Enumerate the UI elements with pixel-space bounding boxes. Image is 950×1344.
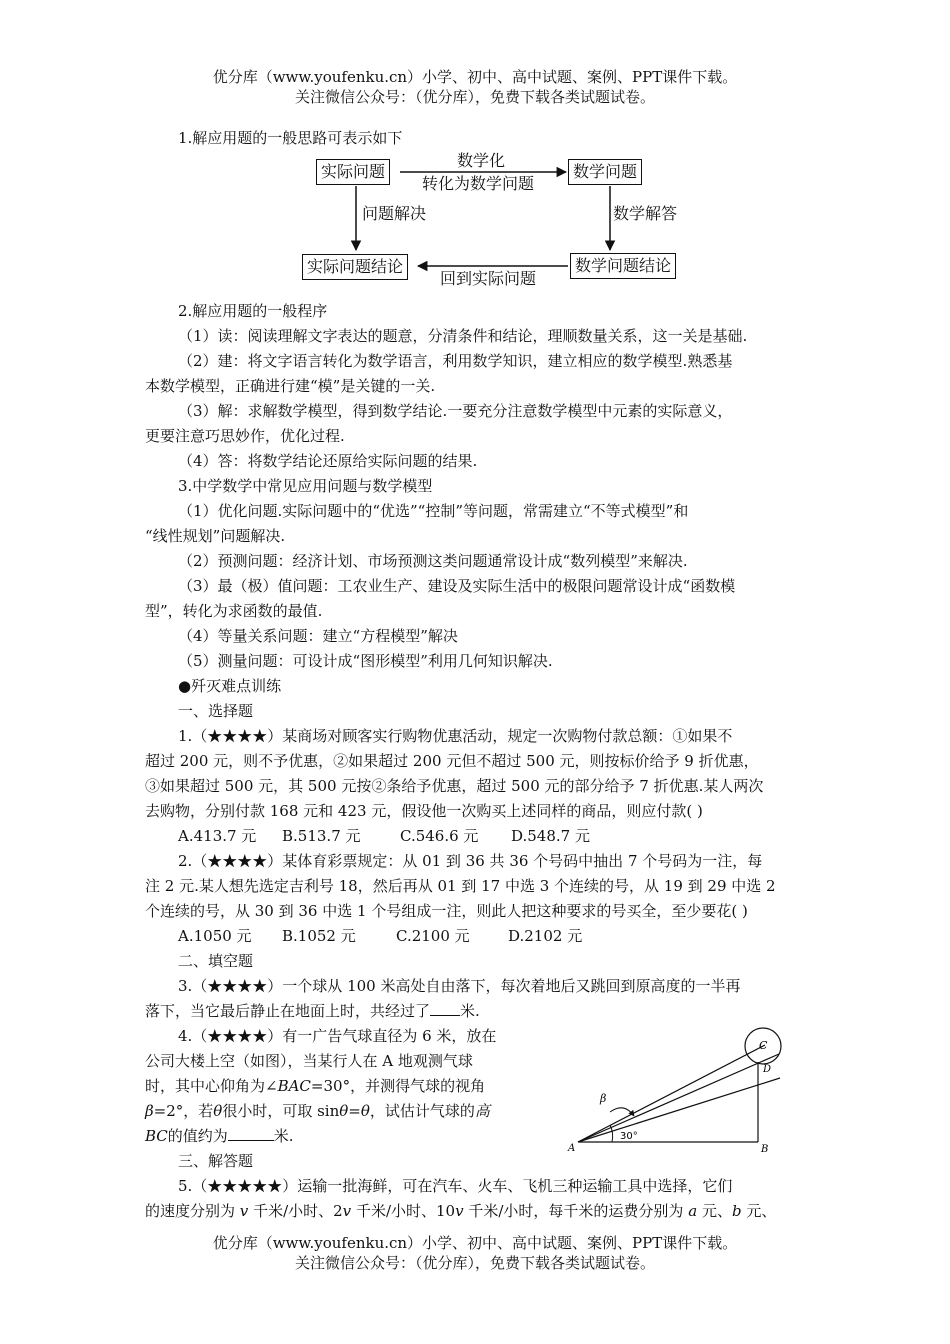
q3-text: 落下，当它最后静止在地面上时，共经过了 bbox=[145, 1002, 431, 1020]
label-angle: 30° bbox=[620, 1131, 638, 1142]
q4-line5 bbox=[145, 1125, 294, 1147]
q3-unit: 米. bbox=[460, 1002, 480, 1020]
q1-options bbox=[178, 825, 590, 847]
q2-option-b[interactable]: B.1052 元 bbox=[282, 927, 356, 945]
q4-theta-3: θ bbox=[360, 1102, 370, 1120]
q5-text-c: 千米/小时、2 bbox=[253, 1202, 343, 1220]
q1-line1: 1.（★★★★）某商场对顾客实行购物优惠活动，规定一次购物付款总额：①如果不 bbox=[178, 727, 733, 745]
q4-line3-text-a: 时，其中心仰角为∠ bbox=[145, 1077, 278, 1095]
step-build-line1: （2）建：将文字语言转化为数学语言，利用数学知识，建立相应的数学模型.熟悉基 bbox=[178, 352, 733, 370]
q4-line4 bbox=[145, 1100, 490, 1122]
label-d: D bbox=[763, 1064, 772, 1075]
flow-label-transform: 转化为数学问题 bbox=[422, 174, 535, 193]
q2-line1: 2.（★★★★）某体育彩票规定：从 01 到 36 共 36 个号码中抽出 7 个号码为一注，每 bbox=[178, 852, 763, 870]
model-extreme-line2: 型”，转化为求函数的最值. bbox=[145, 602, 323, 620]
q2-line3: 个连续的号，从 30 到 36 中选 1 个号组成一注，则此人把这种要求的号买全，至少要花( ) bbox=[145, 902, 748, 920]
flow-label-solve-problem: 问题解决 bbox=[362, 204, 427, 223]
q2-line2: 注 2 元.某人想先选定吉利号 18，然后再从 01 到 17 中选 3 个连续的号，从 19 到 29 中选 2 bbox=[145, 877, 776, 895]
q4-text-h: ，试估计气球的 bbox=[369, 1102, 475, 1120]
label-c: C bbox=[759, 1039, 768, 1052]
q4-bc-label: BC bbox=[145, 1127, 168, 1145]
q2-option-a[interactable]: A.1050 元 bbox=[178, 927, 252, 945]
step-build-line2: 本数学模型，正确进行建“模”是关键的一关. bbox=[145, 377, 436, 395]
q4-beta: β bbox=[145, 1102, 154, 1120]
q4-line2: 公司大楼上空（如图），当某行人在 A 地观测气球 bbox=[145, 1052, 473, 1070]
label-beta: β bbox=[600, 1092, 607, 1105]
q4-equals: = bbox=[348, 1102, 361, 1120]
q4-line1: 4.（★★★★）有一广告气球直径为 6 米，放在 bbox=[178, 1027, 497, 1045]
q4-unit: 米. bbox=[273, 1127, 294, 1145]
flow-label-mathematize: 数学化 bbox=[457, 151, 506, 170]
flow-label-math-answer: 数学解答 bbox=[613, 204, 678, 223]
q3-line1: 3.（★★★★）一个球从 100 米高处自由落下，每次着地后又跳回到原高度的一半再 bbox=[178, 977, 741, 995]
step-read: （1）读：阅读理解文字表达的题意，分清条件和结论，理顺数量关系，这一关是基础. bbox=[178, 327, 748, 345]
q1-line3: ③如果超过 500 元，其 500 元按②条给予优惠，超过 500 元的部分给予 7 折优惠.某人两次 bbox=[145, 777, 764, 795]
q5-text-i: 元、 bbox=[701, 1202, 732, 1220]
q4-line3-text-c: =30°，并测得气球的视角 bbox=[310, 1077, 486, 1095]
choice-section-title: 一、选择题 bbox=[178, 702, 254, 720]
q5-text-a: 的速度分别为 bbox=[145, 1202, 236, 1220]
q1-line4: 去购物，分别付款 168 元和 423 元，假设他一次购买上述同样的商品，则应付款( ) bbox=[145, 802, 703, 820]
model-opt-line2: “线性规划”问题解决. bbox=[145, 527, 286, 545]
q1-line2: 超过 200 元，则不予优惠，②如果超过 200 元但不超过 500 元，则按标价给予 9 折优惠， bbox=[145, 752, 759, 770]
q5-a: a bbox=[688, 1202, 698, 1220]
q5-line2 bbox=[145, 1200, 776, 1222]
section3-title: 3.中学数学中常见应用问题与数学模型 bbox=[178, 477, 433, 495]
q5-v-2: v bbox=[342, 1202, 352, 1220]
fill-section-title: 二、填空题 bbox=[178, 952, 254, 970]
q4-text-b: =2°，若 bbox=[153, 1102, 214, 1120]
flow-box-math-result: 数学问题结论 bbox=[570, 253, 676, 279]
step-solve-line1: （3）解：求解数学模型，得到数学结论.一要充分注意数学模型中元素的实际意义， bbox=[178, 402, 733, 420]
flow-label-back: 回到实际问题 bbox=[440, 269, 537, 288]
q4-theta-1: θ bbox=[213, 1102, 223, 1120]
q5-line1: 5.（★★★★★）运输一批海鲜，可在汽车、火车、飞机三种运输工具中选择，它们 bbox=[178, 1177, 733, 1195]
flow-box-practical-result: 实际问题结论 bbox=[302, 254, 408, 280]
q3-answer-blank[interactable] bbox=[430, 1001, 460, 1016]
q4-text-d: 很小时，可取 sin bbox=[222, 1102, 340, 1120]
model-predict: （2）预测问题：经济计划、市场预测这类问题通常设计成“数列模型”来解决. bbox=[178, 552, 688, 570]
sight-line-bottom bbox=[578, 1078, 780, 1142]
q4-answer-blank[interactable] bbox=[228, 1126, 274, 1141]
flow-arrows bbox=[0, 0, 950, 300]
q5-text-k: 元、 bbox=[746, 1202, 777, 1220]
model-opt-line1: （1）优化问题.实际问题中的“优选”“控制”等问题，常需建立“不等式模型”和 bbox=[178, 502, 689, 520]
q4-theta-2: θ bbox=[339, 1102, 349, 1120]
q4-line3 bbox=[145, 1075, 485, 1097]
page-header-line2: 关注微信公众号：（优分库），免费下载各类试题试卷。 bbox=[294, 88, 655, 106]
label-a: A bbox=[568, 1143, 576, 1154]
q1-option-b[interactable]: B.513.7 元 bbox=[282, 827, 361, 845]
q5-text-g: 千米/小时，每千米的运费分别为 bbox=[468, 1202, 684, 1220]
q2-options bbox=[178, 925, 582, 947]
sight-line-center bbox=[578, 1054, 779, 1142]
page-footer-line1: 优分库（www.youfenku.cn）小学、初中、高中试题、案例、PPT课件下载。 bbox=[212, 1234, 738, 1252]
q2-option-d[interactable]: D.2102 元 bbox=[508, 927, 583, 945]
model-equal: （4）等量关系问题：建立“方程模型”解决 bbox=[178, 627, 458, 645]
model-extreme-line1: （3）最（极）值问题：工农业生产、建设及实际生活中的极限问题常设计成“函数模 bbox=[178, 577, 736, 595]
q5-v-1: v bbox=[239, 1202, 249, 1220]
step-answer: （4）答：将数学结论还原给实际问题的结果. bbox=[178, 452, 478, 470]
q4-figure bbox=[560, 1020, 800, 1160]
training-title: ●歼灭难点训练 bbox=[178, 677, 282, 695]
q3-line2 bbox=[145, 1000, 480, 1022]
q5-v-3: v bbox=[455, 1202, 464, 1220]
step-solve-line2: 更要注意巧思妙作，优化过程. bbox=[145, 427, 345, 445]
section2-title: 2.解应用题的一般程序 bbox=[178, 302, 328, 320]
q4-angle-label: BAC bbox=[277, 1077, 311, 1095]
page-header-line1: 优分库（www.youfenku.cn）小学、初中、高中试题、案例、PPT课件下载。 bbox=[212, 68, 738, 86]
q4-text-height: 高 bbox=[474, 1102, 490, 1120]
q1-option-c[interactable]: C.546.6 元 bbox=[400, 827, 479, 845]
label-b: B bbox=[761, 1144, 769, 1155]
q5-text-e: 千米/小时、10 bbox=[355, 1202, 456, 1220]
q4-text-value: 的值约为 bbox=[167, 1127, 228, 1145]
q1-option-d[interactable]: D.548.7 元 bbox=[511, 827, 590, 845]
q5-b: b bbox=[731, 1202, 742, 1220]
model-measure: （5）测量问题：可设计成“图形模型”利用几何知识解决. bbox=[178, 652, 553, 670]
section1-title: 1.解应用题的一般思路可表示如下 bbox=[178, 129, 403, 147]
flow-box-practical: 实际问题 bbox=[316, 159, 390, 185]
flow-box-math: 数学问题 bbox=[568, 159, 642, 185]
q1-option-a[interactable]: A.413.7 元 bbox=[178, 827, 257, 845]
q2-option-c[interactable]: C.2100 元 bbox=[396, 927, 470, 945]
answer-section-title: 三、解答题 bbox=[178, 1152, 254, 1170]
page-footer-line2: 关注微信公众号：（优分库），免费下载各类试题试卷。 bbox=[294, 1254, 655, 1272]
